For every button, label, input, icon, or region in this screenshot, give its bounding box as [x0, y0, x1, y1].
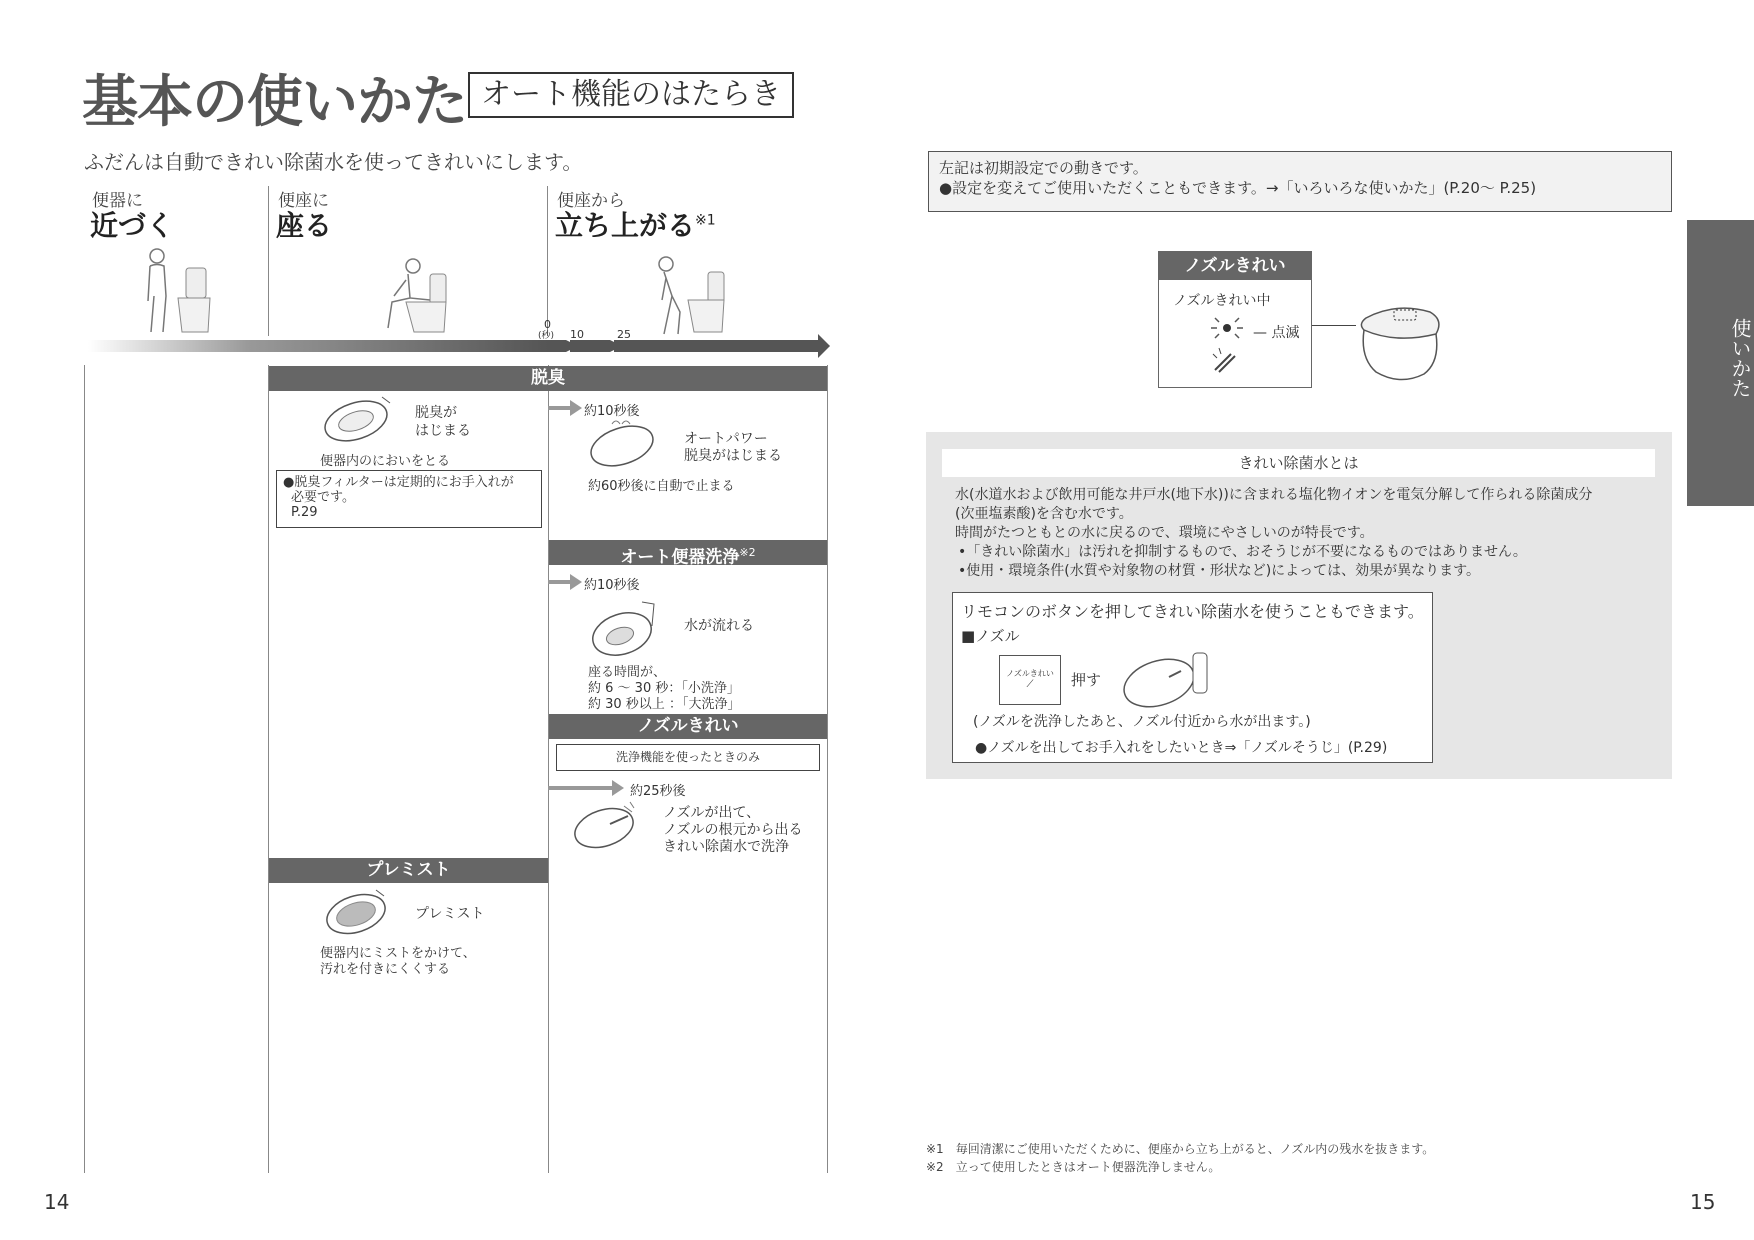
toilet-bowl-flush-icon — [586, 600, 666, 660]
auto-flush-arrow-head — [570, 574, 582, 590]
nozzle-clean-after: 約25秒後 — [630, 784, 686, 799]
phase-2-large: 座る — [276, 209, 333, 242]
auto-flush-after: 約10秒後 — [584, 578, 640, 593]
deodorize-filter-note — [276, 470, 542, 528]
deodorize-start-2: はじまる — [415, 423, 471, 439]
nozzle-clean-button[interactable] — [999, 655, 1061, 705]
nozzle-indicator-header: ノズルきれい — [1159, 252, 1311, 280]
premist-label: プレミスト — [415, 906, 485, 922]
note-page-ref: P.29 — [291, 505, 318, 520]
deodorize-caption: 便器内のにおいをとる — [320, 454, 451, 469]
auto-flush-arrow — [548, 580, 572, 584]
water-flows: 水が流れる — [684, 618, 754, 634]
cleaning-note: ●ノズルを出してお手入れをしたいとき⇒「ノズルそうじ」(P.29) — [975, 740, 1388, 756]
flush-time-1: 座る時間が、 — [588, 665, 667, 680]
nozzle-desc-1: ノズルが出て、 — [663, 805, 761, 821]
nozzle-desc-2: ノズルの根元から出る — [663, 822, 803, 838]
timeline-arrow — [88, 330, 838, 360]
premist-band: プレミスト — [269, 858, 548, 883]
blinking-lamp-icon — [1205, 314, 1249, 374]
power-deodorize-2: 脱臭がはじまる — [684, 448, 782, 464]
indicator-leader-line — [1312, 325, 1356, 326]
nozzle-clean-band: ノズルきれい — [549, 714, 827, 739]
deodorize-arrow — [548, 406, 572, 410]
remote-usage-box — [952, 592, 1433, 763]
deodorize-after: 約10秒後 — [584, 404, 640, 419]
column-line — [84, 365, 85, 1173]
clean-water-p2: (次亜塩素酸)を含む水です。 — [955, 506, 1133, 522]
timeline-ten: 10 — [570, 328, 584, 341]
blink-label: — 点滅 — [1253, 325, 1300, 341]
clean-water-bullet-1: •「きれい除菌水」は汚れを抑制するもので、おそうじが不要になるものではありません。 — [958, 544, 1527, 560]
timeline-unit: (秒) — [538, 331, 555, 341]
intro-text: ふだんは自動できれい除菌水を使ってきれいにします。 — [84, 150, 583, 174]
note-line-1: ●脱臭フィルターは定期的にお手入れが — [283, 475, 514, 490]
deodorize-band: 脱臭 — [269, 366, 827, 391]
nozzle-clean-condition: 洗浄機能を使ったときのみ — [556, 744, 820, 771]
nozzle-clean-arrow-head — [612, 780, 624, 796]
after-wash-note: (ノズルを洗浄したあと、ノズル付近から水が出ます。) — [973, 714, 1311, 730]
person-sitting-icon — [380, 256, 470, 336]
phase-1-large: 近づく — [90, 209, 175, 242]
power-deodorize-1: オートパワー — [684, 431, 768, 447]
flush-time-3: 約 30 秒以上 ：「大洗浄」 — [588, 697, 741, 712]
press-label: 押す — [1071, 671, 1102, 689]
phase-2-small: 便座に — [278, 191, 329, 211]
deodorize-arrow-head — [570, 400, 582, 416]
phase-3-small: 便座から — [557, 191, 625, 211]
phase-3-large: 立ち上がる$^{※1}$ — [555, 209, 716, 242]
person-standing-up-icon — [650, 254, 740, 336]
info-line-1: 左記は初期設定での動きです。 — [939, 159, 1148, 177]
page-title: 基本の使いかた — [82, 70, 467, 135]
clean-water-p3: 時間がたつともとの水に戻るので、環境にやさしいのが特長です。 — [955, 525, 1374, 541]
toilet-seat-nozzle-icon — [1119, 651, 1215, 709]
premist-caption-2: 汚れを付きにくくする — [320, 962, 451, 977]
page-number-right: 15 — [1690, 1190, 1716, 1214]
footnote-2: ※2 立って使用したときはオート便器洗浄しません。 — [926, 1160, 1221, 1174]
auto-flush-band: オート便器洗浄$^{※2}$ — [549, 540, 827, 565]
column-line — [268, 365, 269, 1173]
column-line — [548, 365, 549, 1173]
initial-settings-note — [928, 151, 1672, 212]
phase-divider — [547, 186, 548, 336]
nozzle-indicator-status: ノズルきれい中 — [1173, 293, 1271, 309]
clean-water-title: きれい除菌水とは — [942, 449, 1655, 477]
nozzle-desc-3: きれい除菌水で洗浄 — [663, 839, 789, 855]
side-tab-label: 使いかた — [1728, 318, 1752, 398]
info-line-2: ●設定を変えてご使用いただくこともできます。→「いろいろな使いかた」(P.20～ P.25) — [939, 179, 1537, 197]
nozzle-clean-arrow — [548, 786, 614, 790]
toilet-bowl-power-deodorize-icon — [586, 420, 666, 470]
sparkle-icon: ⟋ — [1026, 679, 1034, 690]
nozzle-clean-button-label: ノズルきれい — [1006, 669, 1054, 678]
blink-text: 点滅 — [1271, 325, 1300, 341]
phase-1-small: 便器に — [92, 191, 143, 211]
footnote-1: ※1 毎回清潔にご使用いただくために、便座から立ち上がると、ノズル内の残水を抜きます。 — [926, 1142, 1435, 1156]
timeline-zero: 0 — [544, 318, 551, 331]
toilet-bowl-nozzle-icon — [570, 800, 650, 852]
timeline-twentyfive: 25 — [617, 328, 631, 341]
remote-nozzle-heading: ■ノズル — [961, 627, 1020, 645]
section-subtitle: オート機能のはたらき — [468, 72, 794, 118]
toilet-product-icon — [1356, 296, 1446, 386]
nozzle-indicator-card — [1158, 251, 1312, 388]
side-tab[interactable] — [1687, 220, 1754, 506]
person-approaching-icon — [130, 246, 220, 336]
deodorize-stop: 約60秒後に自動で止まる — [588, 479, 735, 494]
clean-water-p1: 水(水道水および飲用可能な井戸水(地下水))に含まれる塩化物イオンを電気分解して作られる除菌成分 — [955, 487, 1593, 503]
note-line-2: 必要です。 — [291, 490, 355, 505]
clean-water-bullet-2: •使用・環境条件(水質や対象物の材質・形状など)によっては、効果が異なります。 — [958, 563, 1481, 579]
phase-divider — [268, 186, 269, 336]
toilet-bowl-mist-icon — [320, 886, 400, 938]
premist-caption-1: 便器内にミストをかけて、 — [320, 946, 476, 961]
remote-title: リモコンのボタンを押してきれい除菌水を使うこともできます。 — [961, 602, 1424, 621]
column-line — [827, 365, 828, 1173]
page-number-left: 14 — [44, 1190, 70, 1214]
deodorize-start-1: 脱臭が — [415, 405, 457, 421]
flush-time-2: 約 6 ～ 30 秒：「小洗浄」 — [588, 681, 740, 696]
toilet-bowl-deodorize-icon — [320, 395, 400, 445]
